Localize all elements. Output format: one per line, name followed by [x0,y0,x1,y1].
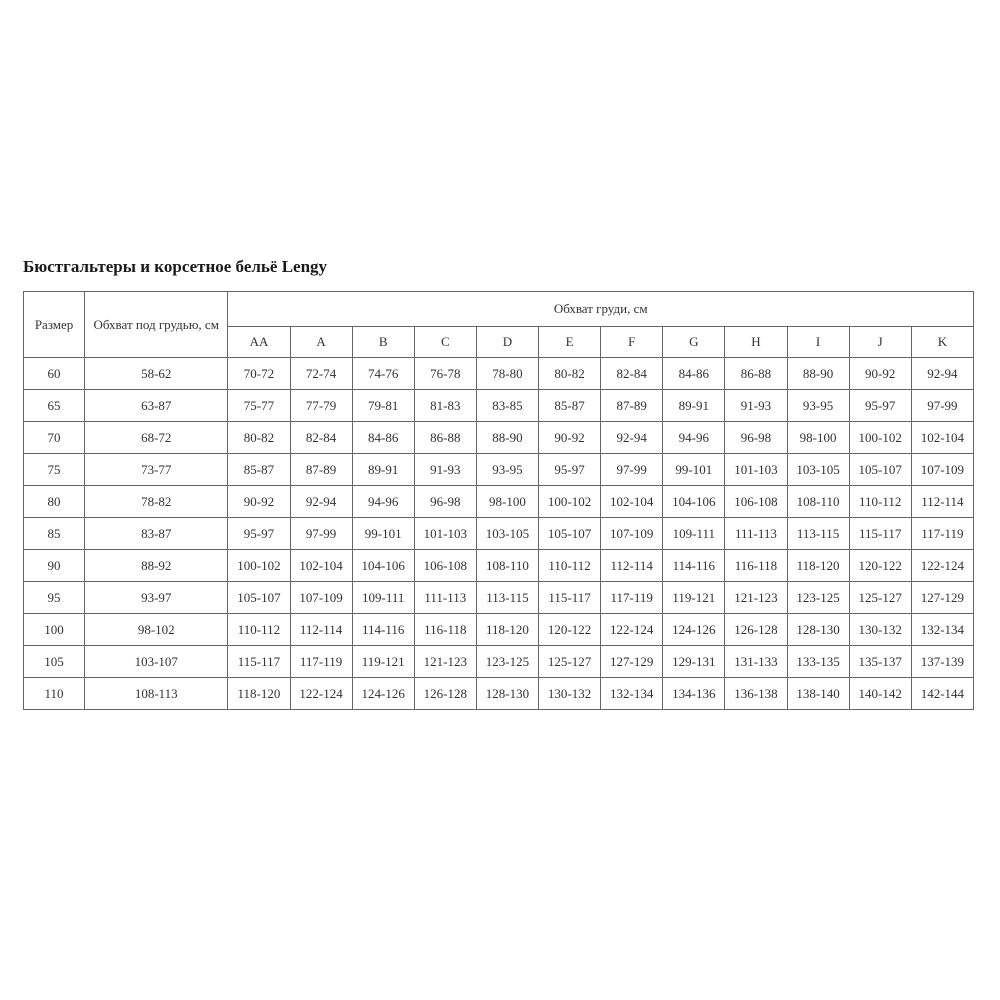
cell-bust-range: 102-104 [290,550,352,582]
cell-bust-range: 134-136 [663,678,725,710]
cell-bust-range: 74-76 [352,358,414,390]
cell-size: 60 [24,358,85,390]
header-size: Размер [24,292,85,358]
cell-bust-range: 97-99 [290,518,352,550]
cell-bust-range: 89-91 [663,390,725,422]
cell-bust-range: 137-139 [911,646,973,678]
cell-bust-range: 116-118 [725,550,787,582]
header-cup-e: E [539,327,601,358]
cell-size: 105 [24,646,85,678]
cell-bust-range: 117-119 [601,582,663,614]
table-row [24,678,974,710]
cell-bust-range: 100-102 [849,422,911,454]
cell-bust-range: 117-119 [290,646,352,678]
header-cup-h: H [725,327,787,358]
cell-bust-range: 77-79 [290,390,352,422]
cell-underbust: 93-97 [85,582,228,614]
cell-bust-range: 82-84 [601,358,663,390]
cell-bust-range: 131-133 [725,646,787,678]
cell-bust-range: 97-99 [601,454,663,486]
cell-bust-range: 88-90 [476,422,538,454]
cell-bust-range: 140-142 [849,678,911,710]
cell-bust-range: 126-128 [725,614,787,646]
cell-bust-range: 123-125 [787,582,849,614]
cell-bust-range: 85-87 [539,390,601,422]
table-header [24,292,974,358]
cell-bust-range: 88-90 [787,358,849,390]
cell-bust-range: 80-82 [228,422,290,454]
cell-bust-range: 93-95 [476,454,538,486]
cell-bust-range: 99-101 [352,518,414,550]
table-row [24,614,974,646]
cell-bust-range: 121-123 [414,646,476,678]
cell-bust-range: 113-115 [787,518,849,550]
cell-size: 110 [24,678,85,710]
cell-bust-range: 142-144 [911,678,973,710]
header-cup-d: D [476,327,538,358]
cell-bust-range: 115-117 [228,646,290,678]
cell-bust-range: 91-93 [414,454,476,486]
cell-underbust: 63-87 [85,390,228,422]
cell-bust-range: 109-111 [663,518,725,550]
header-bust-group: Обхват груди, см [228,292,974,327]
cell-bust-range: 112-114 [601,550,663,582]
cell-bust-range: 112-114 [911,486,973,518]
cell-bust-range: 120-122 [849,550,911,582]
cell-bust-range: 107-109 [601,518,663,550]
cell-underbust: 68-72 [85,422,228,454]
cell-bust-range: 110-112 [228,614,290,646]
cell-bust-range: 123-125 [476,646,538,678]
cell-bust-range: 104-106 [352,550,414,582]
table-body [24,358,974,710]
cell-bust-range: 105-107 [849,454,911,486]
cell-bust-range: 102-104 [911,422,973,454]
cell-bust-range: 92-94 [911,358,973,390]
cell-bust-range: 84-86 [663,358,725,390]
cell-bust-range: 120-122 [539,614,601,646]
table-row [24,454,974,486]
cell-bust-range: 136-138 [725,678,787,710]
page-title: Бюстгальтеры и корсетное бельё Lengy [23,257,328,276]
cell-bust-range: 111-113 [414,582,476,614]
cell-bust-range: 105-107 [539,518,601,550]
cell-bust-range: 122-124 [911,550,973,582]
cell-bust-range: 109-111 [352,582,414,614]
cell-size: 100 [24,614,85,646]
cell-bust-range: 121-123 [725,582,787,614]
cell-bust-range: 124-126 [663,614,725,646]
cell-bust-range: 133-135 [787,646,849,678]
header-group-row [24,292,974,327]
cell-bust-range: 89-91 [352,454,414,486]
cell-bust-range: 92-94 [601,422,663,454]
cell-bust-range: 87-89 [601,390,663,422]
cell-bust-range: 98-100 [476,486,538,518]
cell-bust-range: 115-117 [539,582,601,614]
cell-bust-range: 102-104 [601,486,663,518]
header-cup-f: F [601,327,663,358]
cell-bust-range: 129-131 [663,646,725,678]
cell-bust-range: 93-95 [787,390,849,422]
cell-bust-range: 114-116 [663,550,725,582]
header-cup-i: I [787,327,849,358]
cell-bust-range: 114-116 [352,614,414,646]
cell-bust-range: 92-94 [290,486,352,518]
cell-bust-range: 122-124 [290,678,352,710]
cell-bust-range: 95-97 [228,518,290,550]
cell-bust-range: 81-83 [414,390,476,422]
cell-bust-range: 128-130 [787,614,849,646]
cell-bust-range: 90-92 [849,358,911,390]
size-chart-table [23,291,974,710]
cell-bust-range: 83-85 [476,390,538,422]
cell-bust-range: 130-132 [849,614,911,646]
cell-size: 85 [24,518,85,550]
cell-bust-range: 86-88 [725,358,787,390]
cell-bust-range: 118-120 [476,614,538,646]
cell-bust-range: 79-81 [352,390,414,422]
cell-bust-range: 76-78 [414,358,476,390]
cell-bust-range: 125-127 [539,646,601,678]
cell-bust-range: 72-74 [290,358,352,390]
cell-bust-range: 110-112 [539,550,601,582]
cell-bust-range: 127-129 [601,646,663,678]
cell-bust-range: 127-129 [911,582,973,614]
cell-bust-range: 96-98 [725,422,787,454]
cell-bust-range: 124-126 [352,678,414,710]
cell-bust-range: 94-96 [352,486,414,518]
header-cup-c: C [414,327,476,358]
cell-underbust: 103-107 [85,646,228,678]
cell-bust-range: 106-108 [414,550,476,582]
header-cup-k: K [911,327,973,358]
cell-bust-range: 119-121 [663,582,725,614]
cell-bust-range: 101-103 [414,518,476,550]
cell-underbust: 88-92 [85,550,228,582]
header-cup-b: B [352,327,414,358]
cell-underbust: 73-77 [85,454,228,486]
cell-bust-range: 70-72 [228,358,290,390]
cell-bust-range: 132-134 [911,614,973,646]
cell-underbust: 58-62 [85,358,228,390]
header-cup-aa: AA [228,327,290,358]
table-row [24,422,974,454]
cell-bust-range: 118-120 [228,678,290,710]
cell-bust-range: 91-93 [725,390,787,422]
cell-underbust: 78-82 [85,486,228,518]
cell-bust-range: 112-114 [290,614,352,646]
cell-bust-range: 116-118 [414,614,476,646]
cell-bust-range: 85-87 [228,454,290,486]
cell-bust-range: 82-84 [290,422,352,454]
cell-bust-range: 111-113 [725,518,787,550]
header-underbust: Обхват под грудью, см [85,292,228,358]
cell-bust-range: 95-97 [849,390,911,422]
cell-bust-range: 90-92 [228,486,290,518]
cell-bust-range: 117-119 [911,518,973,550]
cell-bust-range: 86-88 [414,422,476,454]
cell-size: 90 [24,550,85,582]
cell-size: 75 [24,454,85,486]
cell-bust-range: 113-115 [476,582,538,614]
cell-bust-range: 75-77 [228,390,290,422]
cell-size: 65 [24,390,85,422]
cell-bust-range: 103-105 [787,454,849,486]
cell-bust-range: 98-100 [787,422,849,454]
cell-bust-range: 107-109 [290,582,352,614]
cell-bust-range: 119-121 [352,646,414,678]
cell-bust-range: 95-97 [539,454,601,486]
table-row [24,550,974,582]
cell-bust-range: 100-102 [228,550,290,582]
cell-bust-range: 125-127 [849,582,911,614]
cell-bust-range: 126-128 [414,678,476,710]
cell-bust-range: 110-112 [849,486,911,518]
cell-bust-range: 108-110 [787,486,849,518]
cell-bust-range: 101-103 [725,454,787,486]
cell-bust-range: 90-92 [539,422,601,454]
cell-bust-range: 87-89 [290,454,352,486]
cell-underbust: 108-113 [85,678,228,710]
table-row [24,486,974,518]
cell-size: 95 [24,582,85,614]
cell-bust-range: 130-132 [539,678,601,710]
cell-bust-range: 100-102 [539,486,601,518]
header-cup-j: J [849,327,911,358]
header-cup-a: A [290,327,352,358]
cell-bust-range: 99-101 [663,454,725,486]
cell-underbust: 98-102 [85,614,228,646]
cell-size: 80 [24,486,85,518]
cell-bust-range: 78-80 [476,358,538,390]
cell-bust-range: 138-140 [787,678,849,710]
table-row [24,582,974,614]
cell-bust-range: 104-106 [663,486,725,518]
cell-bust-range: 103-105 [476,518,538,550]
cell-bust-range: 128-130 [476,678,538,710]
cell-bust-range: 94-96 [663,422,725,454]
table-row [24,390,974,422]
cell-bust-range: 115-117 [849,518,911,550]
cell-bust-range: 107-109 [911,454,973,486]
cell-bust-range: 122-124 [601,614,663,646]
table-row [24,358,974,390]
cell-bust-range: 80-82 [539,358,601,390]
table-row [24,646,974,678]
cell-bust-range: 96-98 [414,486,476,518]
cell-bust-range: 84-86 [352,422,414,454]
cell-underbust: 83-87 [85,518,228,550]
cell-bust-range: 97-99 [911,390,973,422]
cell-bust-range: 108-110 [476,550,538,582]
cell-bust-range: 106-108 [725,486,787,518]
cell-size: 70 [24,422,85,454]
cell-bust-range: 105-107 [228,582,290,614]
table-row [24,518,974,550]
cell-bust-range: 132-134 [601,678,663,710]
cell-bust-range: 118-120 [787,550,849,582]
cell-bust-range: 135-137 [849,646,911,678]
header-cup-g: G [663,327,725,358]
